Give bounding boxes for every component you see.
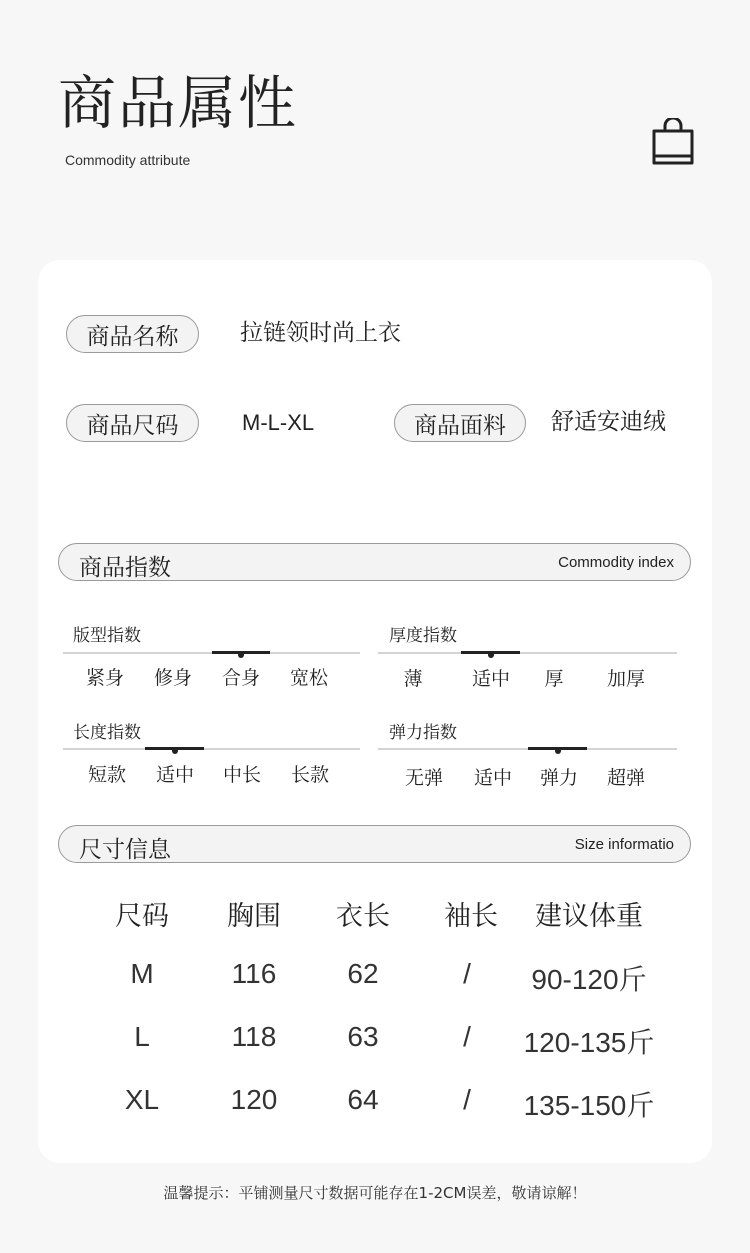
page-title: 商品属性: [58, 69, 299, 137]
table-cell: XL: [124, 1084, 160, 1115]
page-subtitle: Commodity attribute: [65, 152, 191, 168]
weight-unit: 斤: [626, 1026, 655, 1059]
table-cell: 116: [231, 958, 277, 989]
index-section-title: 商品指数: [79, 555, 171, 581]
table-cell: /: [463, 1021, 471, 1052]
fit-index-label: 版型指数: [73, 626, 141, 646]
weight-range: 90-120: [531, 964, 619, 995]
fabric-value: 舒适安迪绒: [551, 409, 666, 435]
thickness-option: 厚: [544, 668, 564, 690]
table-cell: 120: [230, 1084, 278, 1115]
table-cell: /: [463, 958, 471, 989]
table-cell: [504, 958, 674, 998]
length-option: 长款: [290, 764, 329, 786]
fit-option: 紧身: [85, 667, 124, 689]
length-index-label: 长度指数: [73, 723, 141, 743]
fit-option: 宽松: [289, 667, 328, 689]
footer-note: 温馨提示：平铺测量尺寸数据可能存在1-2CM误差，敬请谅解！: [163, 1184, 587, 1202]
weight-unit: 斤: [618, 963, 647, 996]
fit-index-marker: [212, 651, 270, 654]
table-cell: 63: [347, 1021, 379, 1052]
elasticity-option: 无弹: [404, 767, 443, 789]
table-cell: /: [463, 1084, 471, 1115]
elasticity-index-label: 弹力指数: [389, 723, 457, 743]
table-header-chest: 胸围: [227, 901, 281, 932]
table-header-sleeve: 袖长: [444, 901, 498, 932]
name-label-pill: 商品名称: [66, 315, 199, 353]
elasticity-index-marker: [528, 747, 587, 750]
fit-option: 合身: [221, 667, 260, 689]
length-option: 短款: [87, 764, 126, 786]
table-cell: 118: [231, 1021, 277, 1052]
elasticity-option: 弹力: [539, 767, 578, 789]
fit-option: 修身: [153, 667, 192, 689]
thickness-option: 适中: [471, 668, 510, 690]
size-value: M-L-XL: [242, 410, 315, 435]
weight-unit: 斤: [626, 1089, 655, 1122]
length-option: 适中: [155, 764, 194, 786]
table-header-size: 尺码: [115, 901, 169, 932]
table-cell: [504, 1084, 674, 1124]
index-section-bar: [58, 543, 691, 581]
table-header-length: 衣长: [336, 901, 390, 932]
thickness-option: 加厚: [606, 668, 645, 690]
size-section-subtitle: Size informatio: [574, 836, 674, 853]
shopping-bag-icon: [650, 118, 696, 166]
table-cell: L: [134, 1021, 150, 1052]
fabric-label-pill: 商品面料: [394, 404, 526, 442]
thickness-index-label: 厚度指数: [389, 626, 457, 646]
name-value: 拉链领时尚上衣: [240, 320, 401, 346]
thickness-option: 薄: [403, 668, 423, 690]
table-header-weight: 建议体重: [535, 901, 643, 932]
table-cell: [504, 1021, 674, 1061]
elasticity-option: 适中: [473, 767, 512, 789]
elasticity-option: 超弹: [606, 767, 645, 789]
weight-range: 135-150: [523, 1090, 627, 1121]
size-section-bar: [58, 825, 691, 863]
thickness-index-marker: [461, 651, 520, 654]
length-index-marker: [145, 747, 204, 750]
length-option: 中长: [222, 764, 261, 786]
table-cell: 64: [347, 1084, 379, 1115]
size-label-pill: 商品尺码: [66, 404, 199, 442]
table-cell: 62: [347, 958, 379, 989]
index-section-subtitle: Commodity index: [558, 554, 674, 571]
weight-range: 120-135: [523, 1027, 627, 1058]
length-index-track: [63, 748, 360, 750]
table-cell: M: [130, 958, 154, 989]
size-section-title: 尺寸信息: [79, 837, 171, 863]
thickness-index-track: [378, 652, 677, 654]
